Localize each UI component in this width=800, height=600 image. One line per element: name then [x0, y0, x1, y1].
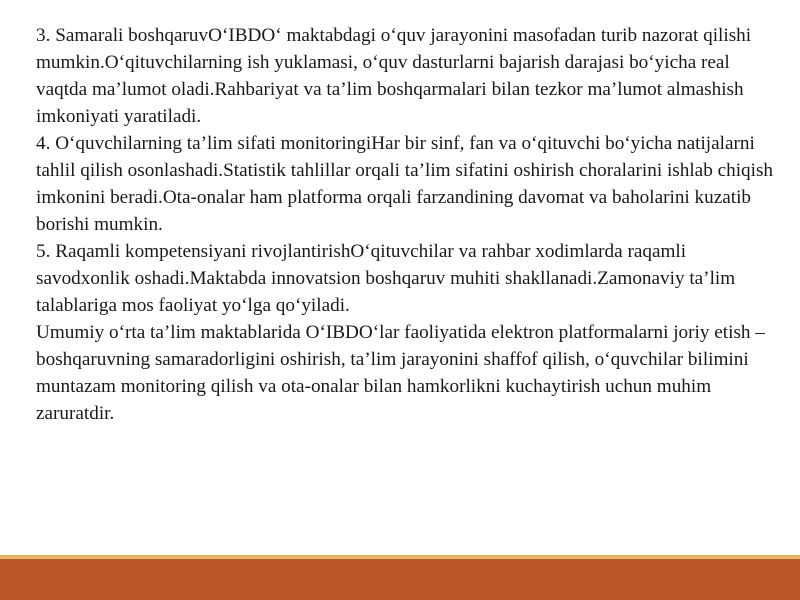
- paragraph-conclusion: Umumiy o‘rta ta’lim maktablarida O‘IBDO‘lar faoliyatida elektron platformalarni joriy etish – boshqaruvning samaradorligini oshirish, ta’lim jarayonini shaffof qilish, o‘quvchilar bilimini muntazam monitoring qilish va ota-onalar bilan hamkorlikni kuchaytirish uchun muhim zaruratdir.: [36, 322, 765, 424]
- paragraph-effective-management: 3. Samarali boshqaruvO‘IBDO‘ maktabdagi o‘quv jarayonini masofadan turib nazorat qilishi mumkin.O‘qituvchilarning ish yuklamasi, o‘quv dasturlarni bajarish darajasi bo‘yicha real vaqtda ma’lumot oladi.Rahbariyat va ta’lim boshqarmalari bilan tezkor ma’lumot almashish imkoniyati yaratiladi.: [36, 25, 752, 127]
- paragraph-digital-competence: 5. Raqamli kompetensiyani rivojlantirishO‘qituvchilar va rahbar xodimlarda raqamli savodxonlik oshadi.Maktabda innovatsion boshqaruv muhiti shakllanadi.Zamonaviy ta’lim talablariga mos faoliyat yo‘lga qo‘yiladi.: [36, 241, 736, 316]
- slide-body-text: [36, 22, 776, 427]
- footer-band: [0, 559, 800, 600]
- paragraph-quality-monitoring: 4. O‘quvchilarning ta’lim sifati monitoringiHar bir sinf, fan va o‘qituvchi bo‘yicha natijalarni tahlil qilish osonlashadi.Statistik tahlillar orqali ta’lim sifatini oshirish choralarini ishlab chiqish imkonini beradi.Ota-onalar ham platforma orqali farzandining davomat va baholarini kuzatib borishi mumkin.: [36, 133, 774, 235]
